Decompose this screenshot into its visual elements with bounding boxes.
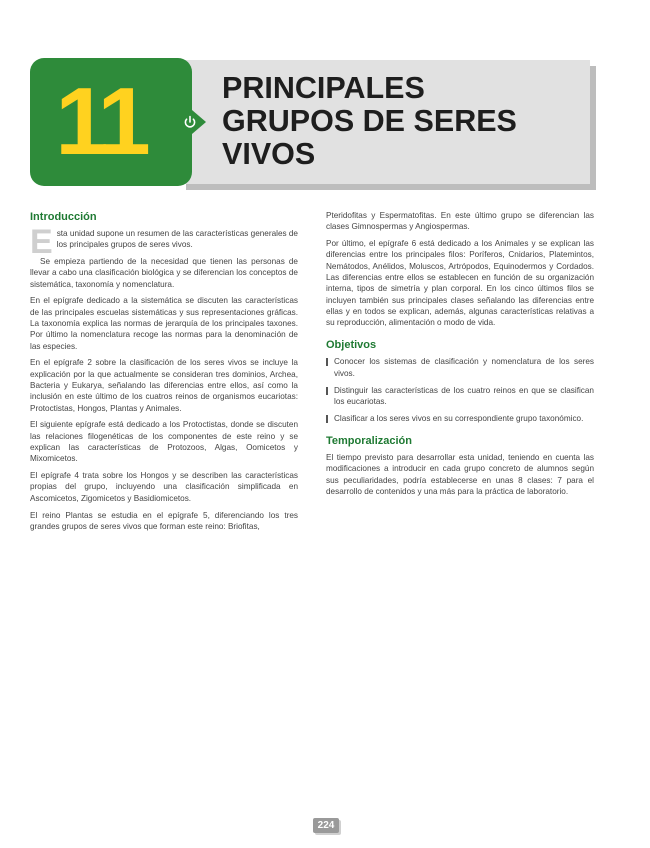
objective-text: Distinguir las características de los cuatro reinos en que se clasifican los eucariotas. [334,385,594,406]
intro-paragraph-1 [30,223,298,261]
page-title-line-3: VIVOS [222,137,316,171]
intro-paragraph-6: El epígrafe 4 trata sobre los Hongos y se describen las características propias del grupo, incluyendo una clasificación simplificada en Ascomicetos, Zigomicetos y Basidiomicetos. [30,471,298,503]
bullet-bar-icon [326,415,328,423]
objective-item [326,413,594,424]
intro-paragraph-2: Se empieza partiendo de la necesidad que tienen las personas de llevar a cabo una clasificación biológica y se diferencian los conceptos de sistemática, taxonomía y nomenclatura. [30,257,298,289]
timing-paragraph: El tiempo previsto para desarrollar esta unidad, teniendo en cuenta las modificaciones a introducir en cada grupo concreto de alumnos según sus peculiaridades, podría establecerse en unas 8 clases: 7 para el desarrollo de contenidos y una más para la práctica de laboratorio. [326,452,594,496]
intro-paragraph-9: Por último, el epígrafe 6 está dedicado a los Animales y se explican las diferencias entre los principales filos: Poríferos, Cnidarios, Platemintos, Nemátodos, Anélidos, Moluscos, Artrópodos, Equinodermos y Cordados. Las diferencias entre ellos se establecen en función de su organización interna, tipos de simetría y plan corporal. En los cinco últimos filos se incluyen también sus principales clases señalando las diferencias entre ellas y en todos se explican, además, algunas características relativas a su reproducción, alimentación o modo de vida. [326,239,594,328]
intro-paragraph-4: En el epígrafe 2 sobre la clasificación de los seres vivos se incluye la explicación por la que actualmente se consideran tres dominios, Archea, Bacteria y Eukarya, señalando las diferencias entre ellos, así como la inclusión en este último de los cuatros reinos de organismos eucariotas: Protoctistas, Hongos, Plantas y Animales. [30,358,298,413]
chapter-number: 11 [55,68,145,175]
intro-paragraph-1-text: sta unidad supone un resumen de las características generales de los principales grupos de seres vivos. [56,229,298,250]
objective-item [326,356,594,379]
page-title-line-1: PRINCIPALES [222,71,425,105]
intro-heading: Introducción [30,211,97,223]
timing-heading: Temporalización [326,434,412,447]
power-icon [180,112,200,132]
right-column [326,210,594,503]
objective-item [326,385,594,408]
drop-cap: E [30,223,53,261]
page-number: 224 [313,818,339,833]
intro-paragraph-8: Pteridofitas y Espermatofitas. En este último grupo se diferencian las clases Gimnospermas y Angiospermas. [326,211,594,232]
page-title [222,72,582,171]
objectives-heading: Objetivos [326,339,377,352]
bullet-bar-icon [326,358,328,366]
page-title-line-2: GRUPOS DE SERES [222,104,517,138]
intro-paragraph-3: En el epígrafe dedicado a la sistemática se discuten las características de las principales escuelas sistemáticas y sus representaciones gráficas. La taxonomía explica las normas de jerarquía de los principales taxones. Por último la nomenclatura recoge las normas para la denominación de las especies. [30,296,298,351]
intro-paragraph-7: El reino Plantas se estudia en el epígrafe 5, diferenciando los tres grandes grupos de seres vivos que forman este reino: Briofitas, [30,510,298,531]
left-column [30,210,298,538]
intro-paragraph-5: El siguiente epígrafe está dedicado a los Protoctistas, donde se discuten las relaciones filogenéticas de los componentes de este reino y se explican las características de Protozoos, Algas, Oomicetos y Mixomicetos. [30,420,298,464]
objective-text: Conocer los sistemas de clasificación y nomenclatura de los seres vivos. [334,357,594,378]
bullet-bar-icon [326,387,328,395]
objective-text: Clasificar a los seres vivos en su correspondiente grupo taxonómico. [334,413,584,423]
